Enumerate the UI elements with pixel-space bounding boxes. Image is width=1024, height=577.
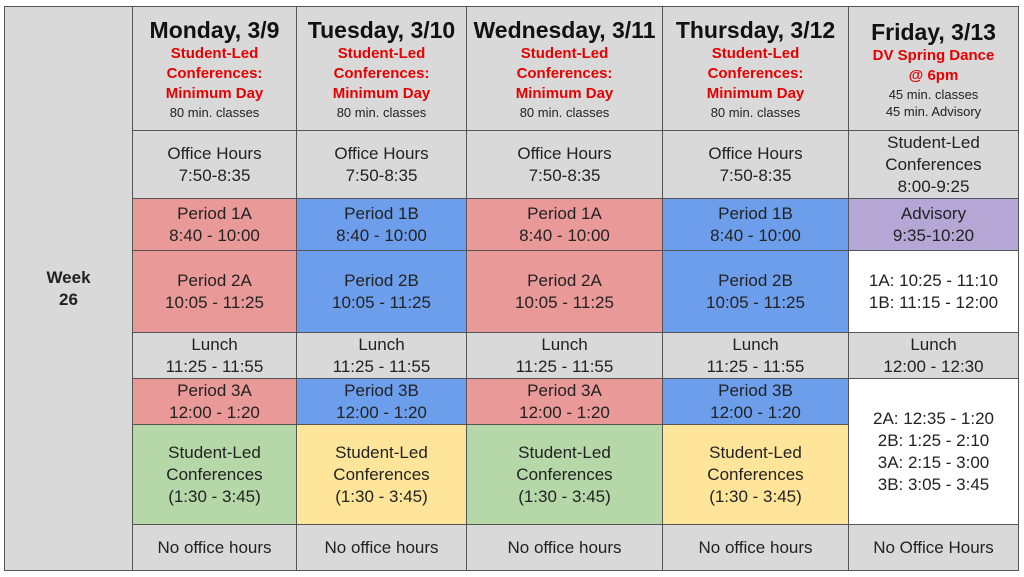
- schedule-cell: Lunch 12:00 - 12:30: [849, 333, 1019, 379]
- schedule-cell: Period 2A 10:05 - 11:25: [133, 251, 297, 333]
- schedule-cell: Period 3A 12:00 - 1:20: [467, 379, 663, 425]
- schedule-cell: Office Hours 7:50-8:35: [297, 131, 467, 199]
- schedule-cell: Period 1A 8:40 - 10:00: [467, 199, 663, 251]
- schedule-cell: Period 2A 10:05 - 11:25: [467, 251, 663, 333]
- day-header-wednesday: Wednesday, 3/11 Student-Led Conferences: Minimum Day 80 min. classes: [467, 7, 663, 131]
- schedule-cell: Period 3B 12:00 - 1:20: [297, 379, 467, 425]
- header-row: [5, 7, 1019, 131]
- schedule-cell: Office Hours 7:50-8:35: [663, 131, 849, 199]
- schedule-cell: Period 3B 12:00 - 1:20: [663, 379, 849, 425]
- schedule-cell: 1A: 10:25 - 11:10 1B: 11:15 - 12:00: [849, 251, 1019, 333]
- schedule-cell: Student-Led Conferences (1:30 - 3:45): [133, 425, 297, 525]
- office-hours-row: [5, 131, 1019, 199]
- schedule-cell: Lunch 11:25 - 11:55: [663, 333, 849, 379]
- week-label: Week 26: [5, 7, 133, 571]
- after-school-row: [5, 525, 1019, 571]
- day-header-friday: Friday, 3/13 DV Spring Dance @ 6pm 45 min. classes 45 min. Advisory: [849, 7, 1019, 131]
- schedule-cell: Student-Led Conferences 8:00-9:25: [849, 131, 1019, 199]
- schedule-cell: No office hours: [467, 525, 663, 571]
- schedule-cell: Advisory 9:35-10:20: [849, 199, 1019, 251]
- schedule-cell: Lunch 11:25 - 11:55: [297, 333, 467, 379]
- period2-row: [5, 251, 1019, 333]
- schedule-cell: Office Hours 7:50-8:35: [467, 131, 663, 199]
- schedule-cell: Student-Led Conferences (1:30 - 3:45): [467, 425, 663, 525]
- schedule-cell: Period 3A 12:00 - 1:20: [133, 379, 297, 425]
- schedule-cell: Period 2B 10:05 - 11:25: [663, 251, 849, 333]
- period1-row: [5, 199, 1019, 251]
- schedule-cell: No office hours: [663, 525, 849, 571]
- day-header-thursday: Thursday, 3/12 Student-Led Conferences: Minimum Day 80 min. classes: [663, 7, 849, 131]
- friday-afternoon-cell: 2A: 12:35 - 1:20 2B: 1:25 - 2:10 3A: 2:15 - 3:00 3B: 3:05 - 3:45: [849, 379, 1019, 525]
- period3-row: [5, 379, 1019, 425]
- schedule-cell: Lunch 11:25 - 11:55: [467, 333, 663, 379]
- schedule-cell: Period 1A 8:40 - 10:00: [133, 199, 297, 251]
- schedule-cell: Period 1B 8:40 - 10:00: [663, 199, 849, 251]
- schedule-cell: Period 2B 10:05 - 11:25: [297, 251, 467, 333]
- week-schedule-table: [4, 6, 1019, 571]
- day-header-monday: Monday, 3/9 Student-Led Conferences: Minimum Day 80 min. classes: [133, 7, 297, 131]
- schedule-cell: No office hours: [133, 525, 297, 571]
- lunch-row: [5, 333, 1019, 379]
- schedule-cell: Period 1B 8:40 - 10:00: [297, 199, 467, 251]
- schedule-cell: No Office Hours: [849, 525, 1019, 571]
- day-header-tuesday: Tuesday, 3/10 Student-Led Conferences: Minimum Day 80 min. classes: [297, 7, 467, 131]
- schedule-cell: Student-Led Conferences (1:30 - 3:45): [663, 425, 849, 525]
- schedule-cell: Lunch 11:25 - 11:55: [133, 333, 297, 379]
- schedule-cell: No office hours: [297, 525, 467, 571]
- schedule-cell: Office Hours 7:50-8:35: [133, 131, 297, 199]
- schedule-cell: Student-Led Conferences (1:30 - 3:45): [297, 425, 467, 525]
